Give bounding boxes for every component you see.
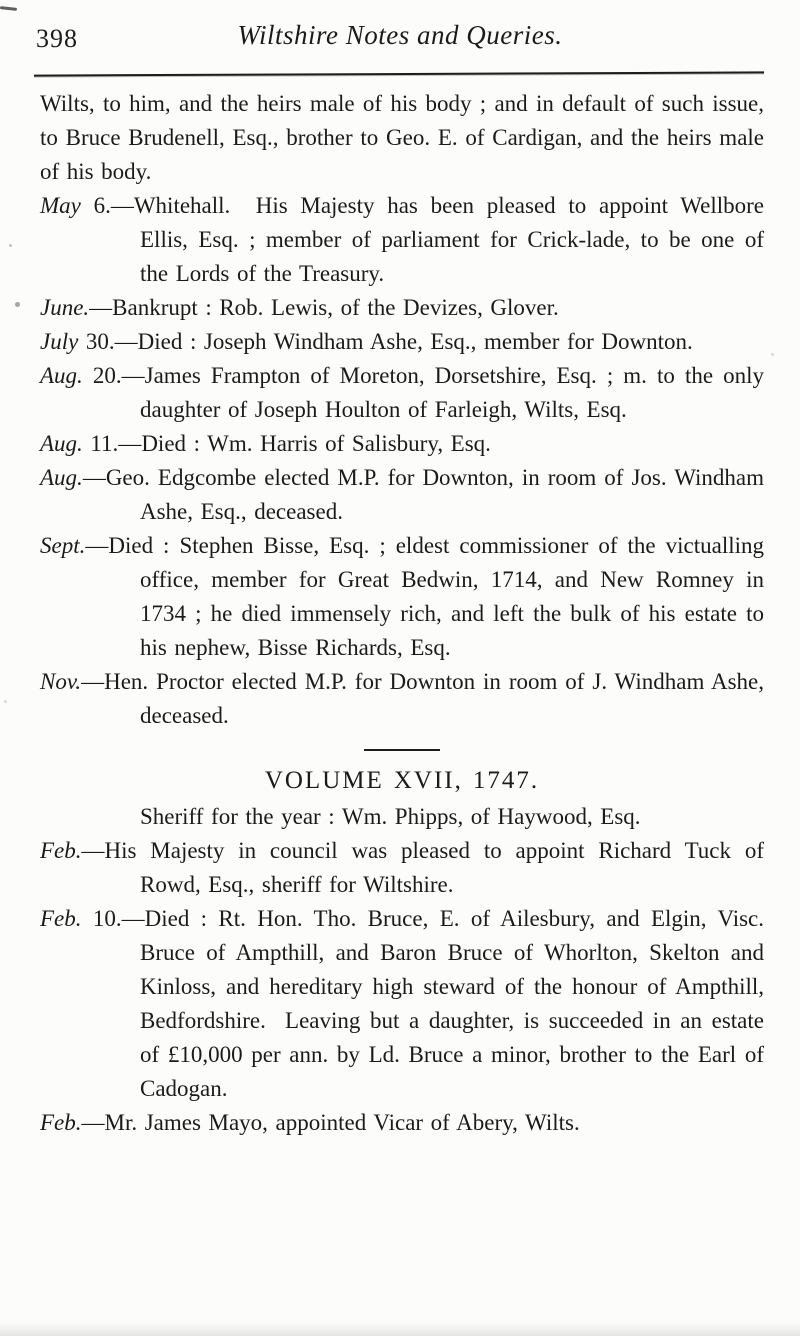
entry-date: Sept. xyxy=(40,533,86,558)
entry-text: —Died : Wm. Harris of Salisbury, Esq. xyxy=(118,431,491,456)
entry-date: June. xyxy=(40,295,90,320)
entry-text: —Geo. Edgcombe elected M.P. for Downton, in room of Jos. Windham Ashe, Esq., deceased. xyxy=(82,465,764,524)
entry-date: Feb. xyxy=(40,838,82,863)
entry-date: Aug. xyxy=(40,431,83,456)
entry-text: —Hen. Proctor elected M.P. for Downton in room of J. Windham Ashe, deceased. xyxy=(81,669,764,728)
scan-speckles xyxy=(0,0,3,3)
journal-entry xyxy=(40,529,764,665)
journal-entry xyxy=(40,902,764,1106)
entry-text: —Died : Joseph Windham Ashe, Esq., member for Downton. xyxy=(114,329,693,354)
entry-day: 10. xyxy=(81,906,122,931)
journal-entry xyxy=(40,834,764,902)
entry-text: —His Majesty in council was pleased to appoint Richard Tuck of Rowd, Esq., sheriff for Wiltshire. xyxy=(81,838,764,897)
entry-day: 20. xyxy=(82,363,122,388)
entry-date: May xyxy=(40,193,81,218)
journal-entry xyxy=(40,359,764,427)
header-rule xyxy=(34,71,764,76)
journal-entry xyxy=(40,325,764,359)
scan-edge-shade xyxy=(0,1322,800,1336)
continuation-paragraph: Wilts, to him, and the heirs male of his body ; and in default of such issue, to Bruce Brudenell, Esq., brother to Geo. E. of Cardigan, and the heirs male of his body. xyxy=(40,91,764,184)
scan-corner-artifact xyxy=(0,6,17,11)
page-number: 398 xyxy=(36,24,78,53)
journal-entry xyxy=(40,189,764,291)
entry-text: —James Frampton of Moreton, Dorsetshire, Esq. ; m. to the only daughter of Joseph Houlton of Farleigh, Wilts, Esq. xyxy=(121,363,765,422)
entry-date: Feb. xyxy=(40,1110,82,1135)
entry-day: 6. xyxy=(80,193,111,218)
entry-text: —Mr. James Mayo, appointed Vicar of Abery, Wilts. xyxy=(81,1110,580,1135)
entry-text: —Died : Stephen Bisse, Esq. ; eldest commissioner of the victualling office, member for Great Bedwin, 1714, and New Romney in 1734 ; he died immensely rich, and left the bulk of his estate to his nephew, Bisse Richards, Esq. xyxy=(85,533,764,660)
journal-entry xyxy=(40,1106,764,1140)
entry-day: 30. xyxy=(78,329,115,354)
entry-date: Aug. xyxy=(40,465,83,490)
journal-entry xyxy=(40,291,764,325)
entry-date: Nov. xyxy=(40,669,82,694)
journal-title: Wiltshire Notes and Queries. xyxy=(237,20,563,50)
entry-date: Aug. xyxy=(40,363,83,388)
journal-entry xyxy=(40,427,764,461)
journal-entry xyxy=(40,461,764,529)
entry-text: —Whitehall. His Majesty has been pleased to appoint Wellbore Ellis, Esq. ; member of parliament for Crick-lade, to be one of the Lords of the Treasury. xyxy=(110,193,764,286)
entry-date: July xyxy=(40,329,79,354)
entry-day: 11. xyxy=(82,431,119,456)
entry-date: Feb. xyxy=(40,906,82,931)
entry-text: —Died : Rt. Hon. Tho. Bruce, E. of Ailesbury, and Elgin, Visc. Bruce of Ampthill, and Baron Bruce of Whorlton, Skelton and Kinloss, and hereditary high steward of the honour of Ampthill, Bedfordshire. Leaving but a daughter, is succeeded in an estate of £10,000 per ann. by Ld. Bruce a minor, brother to the Earl of Cadogan. xyxy=(121,906,764,1101)
section-divider-rule xyxy=(364,749,440,751)
volume-heading: VOLUME XVII, 1747. xyxy=(264,767,540,794)
journal-entry xyxy=(40,665,764,733)
page-body xyxy=(40,87,764,1140)
sheriff-paragraph: Sheriff for the year : Wm. Phipps, of Haywood, Esq. xyxy=(140,804,641,829)
entry-text: —Bankrupt : Rob. Lewis, of the Devizes, Glover. xyxy=(89,295,559,320)
